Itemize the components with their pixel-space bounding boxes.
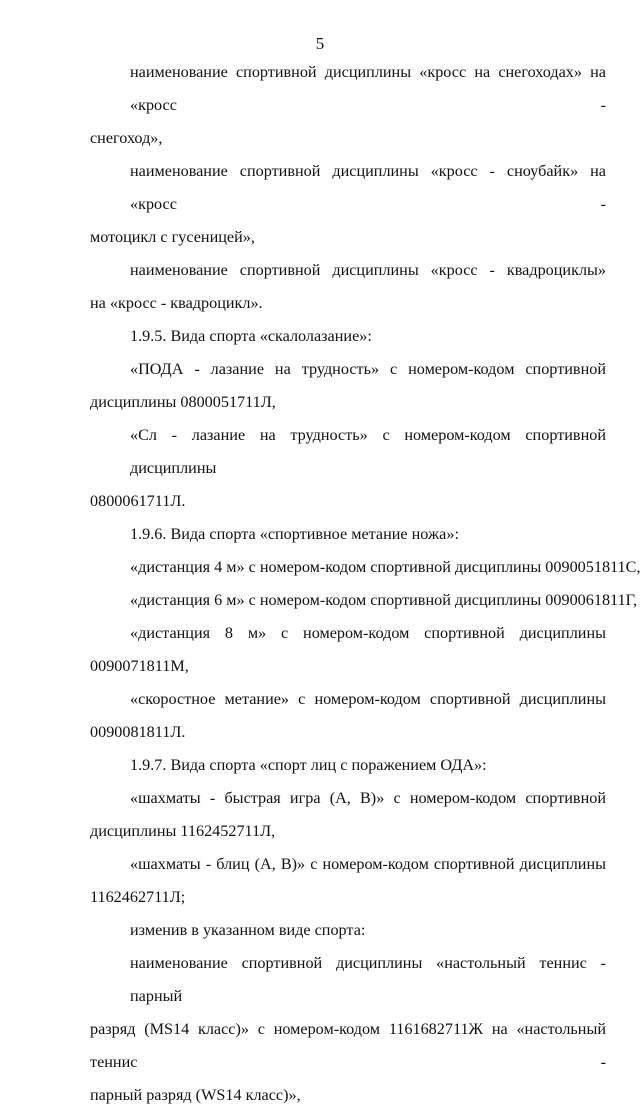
text-line: разряд (MS14 класс)» с номером-кодом 1161682711Ж на «настольный теннис - [90, 1020, 606, 1071]
page-number: 5 [315, 34, 325, 53]
text-line: 1162462711Л; [90, 888, 186, 906]
text-line: дисциплины 1162452711Л, [90, 822, 276, 840]
text-line: 0800061711Л. [90, 492, 186, 510]
text-line: 0090081811Л. [90, 723, 186, 741]
text-line: парный разряд (WS14 класс)», [90, 1086, 301, 1104]
text-line: наименование спортивной дисциплины «кросс - сноубайк» на «кросс - [130, 162, 606, 213]
text-line: дисциплины 0800051711Л, [90, 393, 276, 411]
text-line: «ПОДА - лазание на трудность» с номером-кодом спортивной [130, 360, 606, 378]
text-line: мотоцикл с гусеницей», [90, 228, 255, 246]
text-line: «шахматы - блиц (А, В)» с номером-кодом спортивной дисциплины [130, 855, 606, 873]
text-line: 0090071811М, [90, 657, 189, 675]
text-line: «Сл - лазание на трудность» с номером-кодом спортивной дисциплины [130, 426, 606, 477]
text-line: «дистанция 4 м» с номером-кодом спортивной дисциплины 0090051811С, [130, 558, 640, 576]
text-line: «скоростное метание» с номером-кодом спортивной дисциплины [130, 690, 606, 708]
text-line: «дистанция 6 м» с номером-кодом спортивной дисциплины 0090061811Г, [130, 591, 638, 609]
text-line: 1.9.5. Вида спорта «скалолазание»: [130, 327, 372, 345]
text-line: 1.9.7. Вида спорта «спорт лиц с поражением ОДА»: [130, 756, 487, 774]
document-body [90, 56, 640, 1112]
text-line: наименование спортивной дисциплины «кросс - квадроциклы» [130, 261, 606, 279]
text-line: «дистанция 8 м» с номером-кодом спортивной дисциплины [130, 624, 606, 642]
text-line: изменив в указанном виде спорта: [130, 921, 366, 939]
text-line: наименование спортивной дисциплины «кросс на снегоходах» на «кросс - [130, 63, 606, 114]
text-line: 1.9.6. Вида спорта «спортивное метание ножа»: [130, 525, 459, 543]
text-line: «шахматы - быстрая игра (А, В)» с номером-кодом спортивной [130, 789, 606, 807]
text-line: наименование спортивной дисциплины «настольный теннис - парный [130, 954, 606, 1005]
text-line: снегоход», [90, 129, 163, 147]
text-line: на «кросс - квадроцикл». [90, 294, 263, 312]
